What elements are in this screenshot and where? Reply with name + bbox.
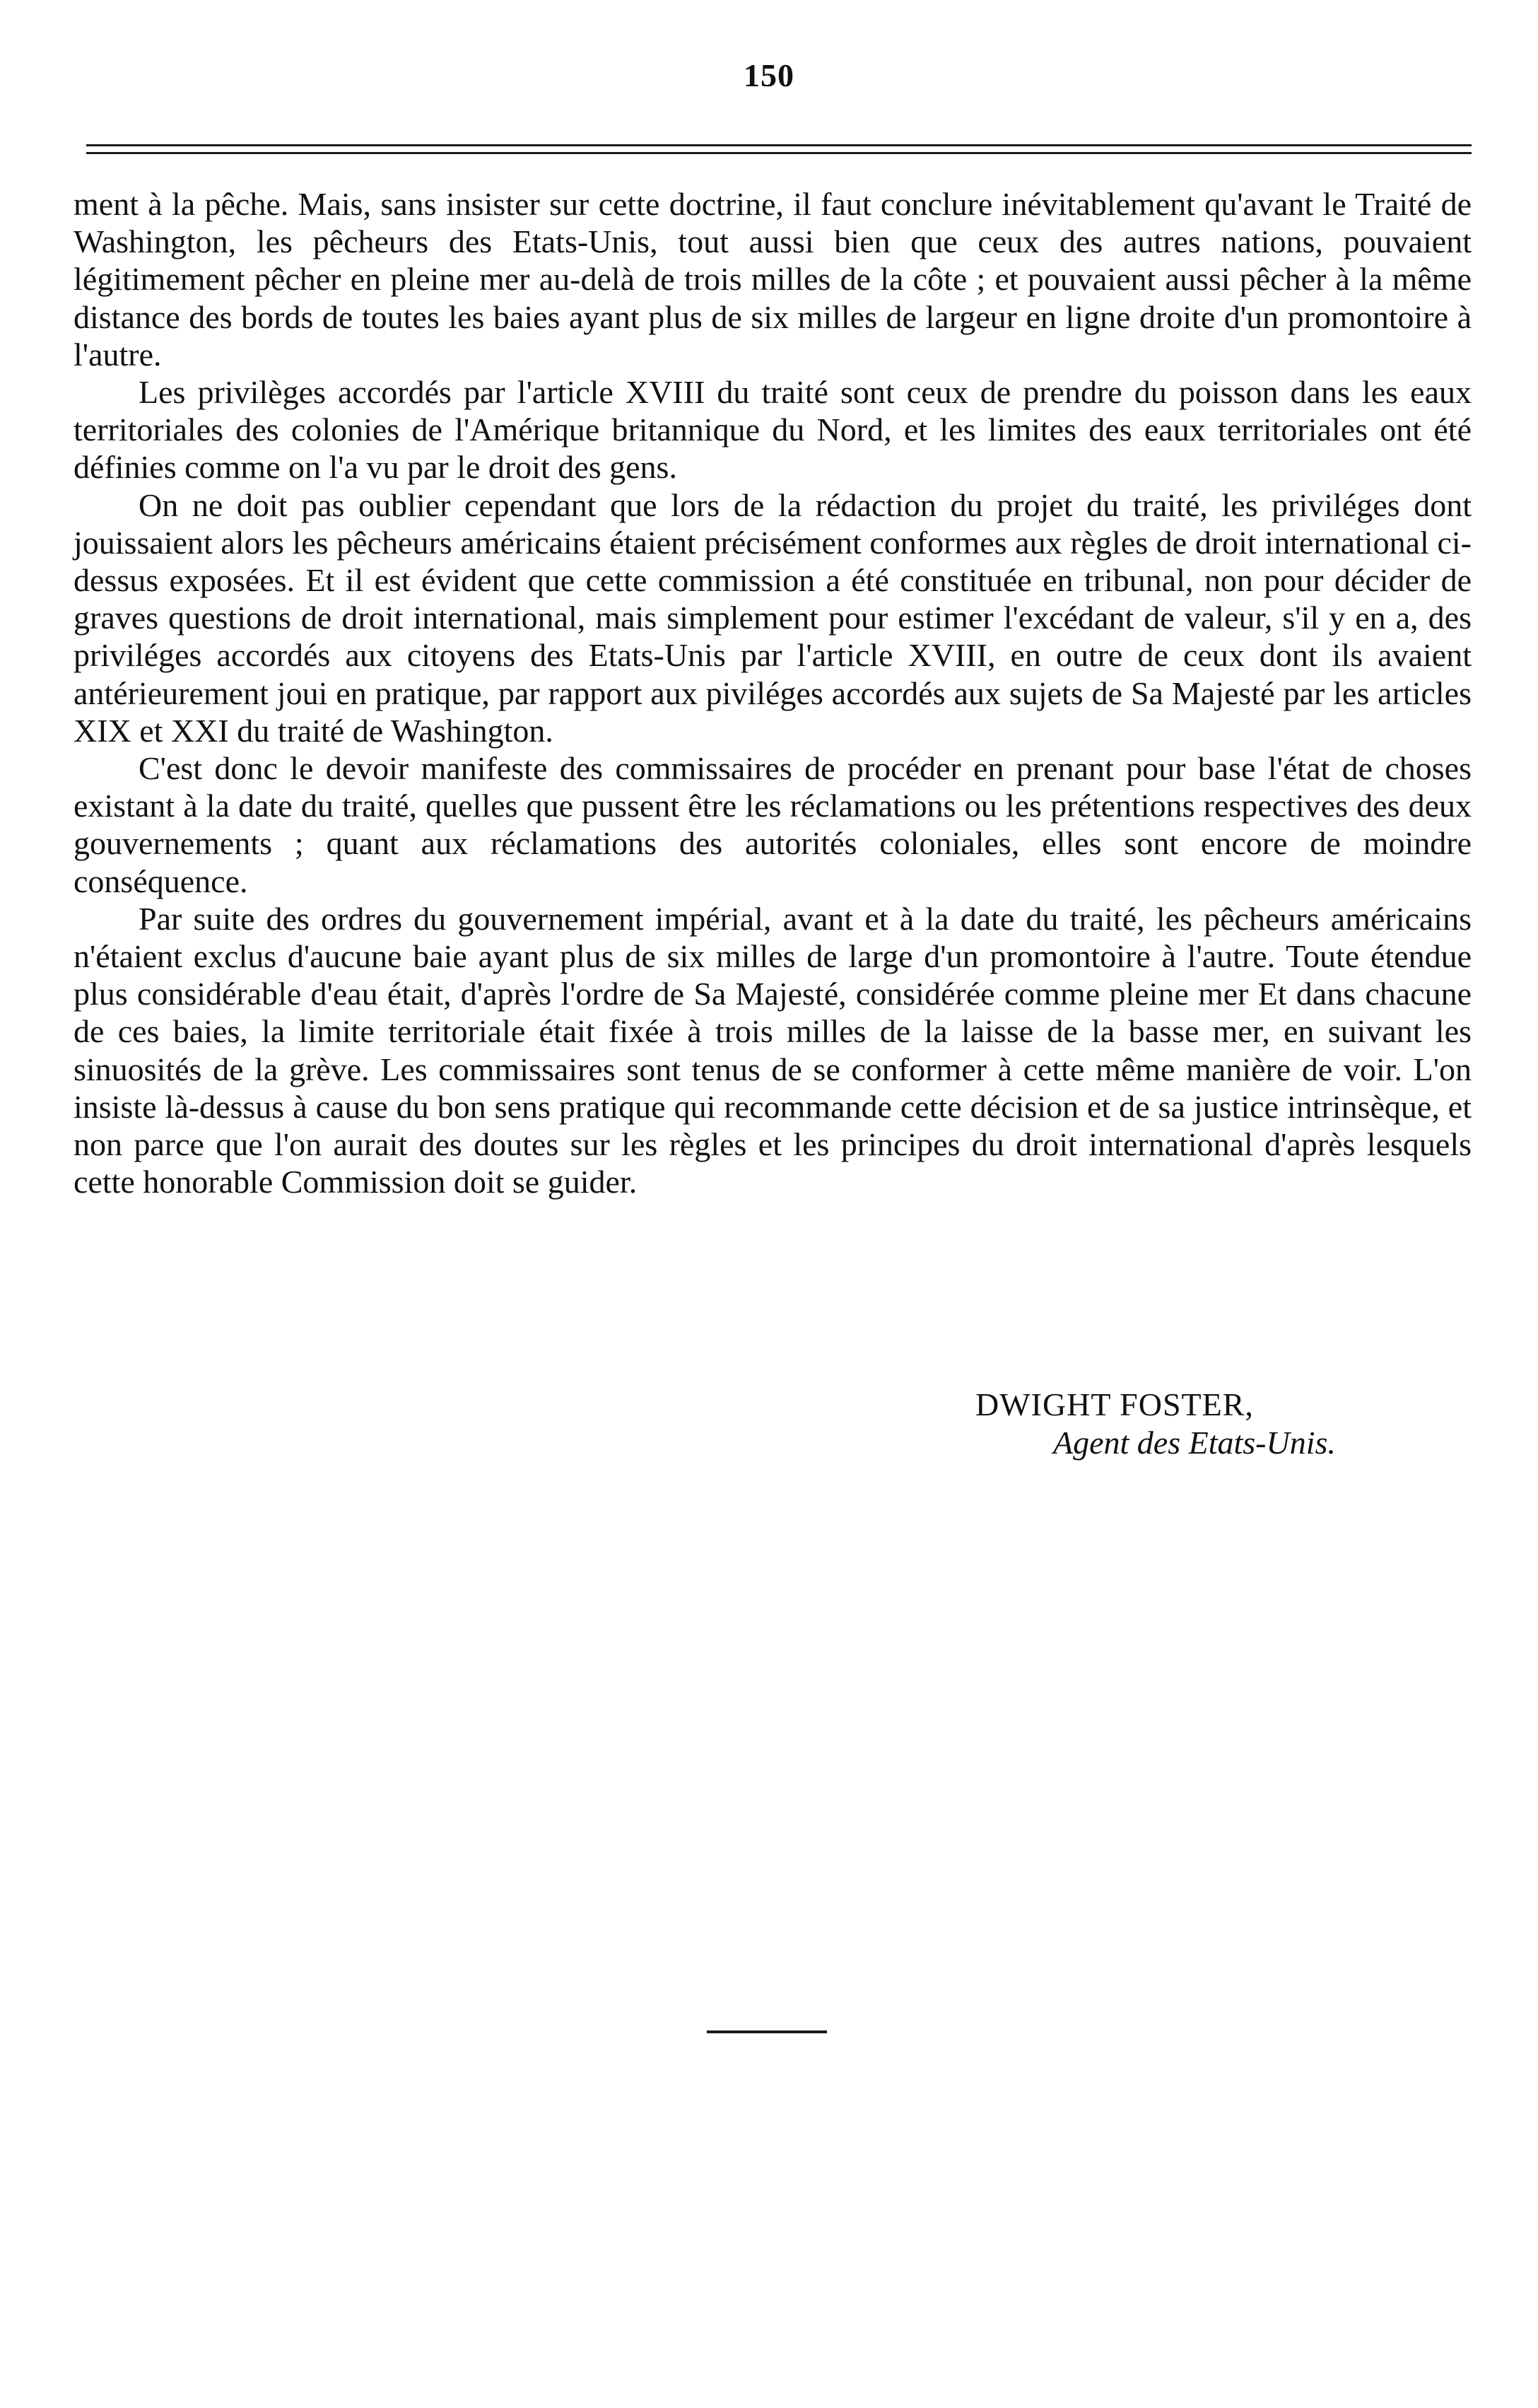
paragraph-4: C'est donc le devoir manifeste des commissaires de procéder en prenant pour base l'état de choses existant à la date du traité, quelles que pussent être les réclamations ou les prétentions respectives des deux gouvernements ; quant aux réclamations des autorités coloniales, elles sont encore de moindre conséquence. <box>74 750 1472 899</box>
closing-rule <box>707 2030 827 2033</box>
paragraph-2: Les privilèges accordés par l'article XVIII du traité sont ceux de prendre du poisson dans les eaux territoriales des colonies de l'Amérique britannique du Nord, et les limites des eaux territoriales ont été définies comme on l'a vu par le droit des gens. <box>74 374 1472 486</box>
signature-title: Agent des Etats-Unis. <box>1053 1425 1336 1461</box>
signature-name: DWIGHT FOSTER, <box>975 1386 1254 1422</box>
signature-block <box>975 1386 1470 1462</box>
page-number: 150 <box>744 57 794 93</box>
paragraph-1: ment à la pêche. Mais, sans insister sur cette doctrine, il faut conclure inévitablement qu'avant le Traité de Washington, les pêcheurs des Etats-Unis, tout aussi bien que ceux des autres nations, pouvaient légitimement pêcher en pleine mer au-delà de trois milles de la côte ; et pouvaient aussi pêcher à la même distance des bords de toutes les baies ayant plus de six milles de largeur en ligne droite d'un promontoire à l'autre. <box>74 186 1472 373</box>
header-double-rule <box>86 144 1472 154</box>
paragraph-5: Par suite des ordres du gouvernement impérial, avant et à la date du traité, les pêcheurs américains n'étaient exclus d'aucune baie ayant plus de six milles de large d'un promontoire à l'autre. Toute étendue plus considérable d'eau était, d'après l'ordre de Sa Majesté, considérée comme pleine mer Et dans chacune de ces baies, la limite territoriale était fixée à trois milles de la laisse de la basse mer, en suivant les sinuosités de la grève. Les commissaires sont tenus de se conformer à cette même manière de voir. L'on insiste là-dessus à cause du bon sens pratique qui recommande cette décision et de sa justice intrinsèque, et non parce que l'on aurait des doutes sur les règles et les principes du droit international d'après lesquels cette honorable Commission doit se guider. <box>74 900 1472 1200</box>
body-text <box>74 185 1472 1200</box>
paragraph-3: On ne doit pas oublier cependant que lors de la rédaction du projet du traité, les priviléges dont jouissaient alors les pêcheurs américains étaient précisément conformes aux règles de droit international ci-dessus exposées. Et il est évident que cette commission a été constituée en tribunal, non pour décider de graves questions de droit international, mais simplement pour estimer l'excédant de valeur, s'il y en a, des priviléges accordés aux citoyens des Etats-Unis par l'article XVIII, en outre de ceux dont ils avaient antérieurement joui en pratique, par rapport aux piviléges accordés aux sujets de Sa Majesté par les articles XIX et XXI du traité de Washington. <box>74 486 1472 749</box>
